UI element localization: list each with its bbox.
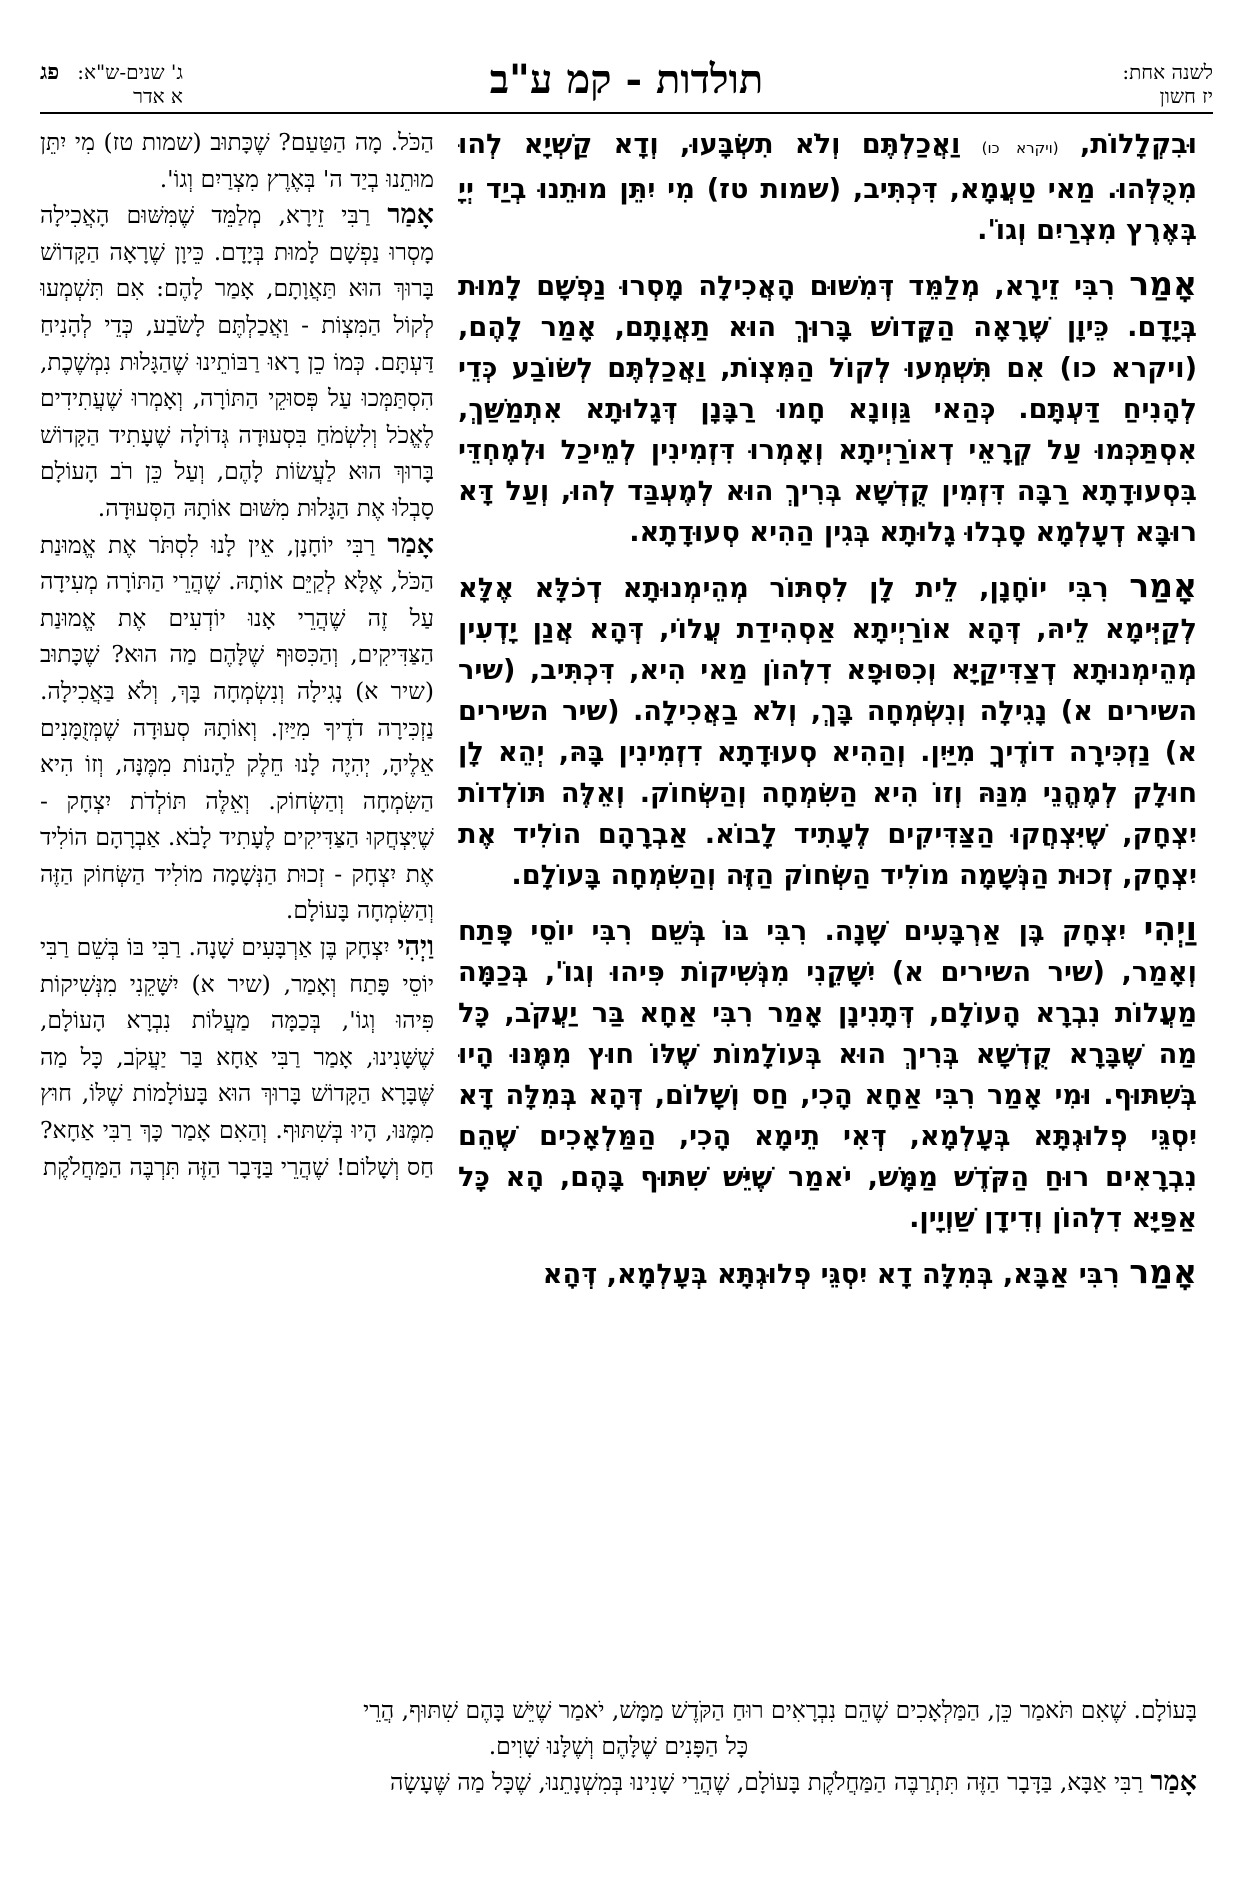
bottom-line2: כָּל הַפָּנִים שֶׁלָּהֶם וְשֶׁלָּנוּ שָׁוִים. bbox=[488, 1732, 749, 1760]
side-paragraph bbox=[40, 527, 434, 930]
bottom-lead: אָמַר bbox=[1150, 1766, 1197, 1797]
side-text: רַבִּי יוֹחָנָן, אֵין לָנוּ לִסְתֹּר אֶת אֱמוּנַת הַכֹּל, אֶלָּא לְקַיֵּם אוֹתָהּ. שֶׁהֲרֵי הַתּוֹרָה מְעִידָה עַל זֶה שֶׁהֲרֵי אָנוּ יוֹדְעִים אֶת אֱמוּנַת הַצַּדִּיקִים, וְהַכִּסּוּף שֶׁלָּהֶם מַה הוּא? שֶׁכָּתוּב (שיר א) נָגִילָה וְנִשְׂמְחָה בָּךְ, וְלֹא בַּאֲכִילָה. נַזְכִּירָה דֹדֶיךָ מִיַּיִן. וְאוֹתָהּ סְעוּדָה שֶׁמְּזֻמָּנִים אֵלֶיהָ, יְהִיֶה לָנוּ חֵלֶק לֵהָנוֹת מִמֶּנָּה, וְזוֹ הִיא הַשִּׂמְחָה וְהַשְּׂחוֹק. וְאֵלֶּה תּוֹלְדֹת יִצְחָק - שֶׁיִּצְחֲקוּ הַצַּדִּיקִים לֶעָתִיד לָבֹא. אַבְרָהָם הוֹלִיד אֶת יִצְחָק - זְכוּת הַנְּשָׁמָה מוֹלִיד הַשְּׂחוֹק הַזֶּה וְהַשִּׂמְחָה בָּעוֹלָם. bbox=[40, 530, 434, 925]
main-text: וַאֲכַלְתֶּם וְלֹא תִשְׂבָּעוּ, וְדָא קַשְׁיָא לְהוּ מִכֻּלְּהוּ. מַאי טַעֲמָא, דִּכְתִּיב, (שמות טז) מִי יִתֵּן מוּתֵנוּ בְיַד יְיָ בְּאֶרֶץ מִצְרַיִם וְגוֹ'. bbox=[458, 129, 1197, 246]
side-text: רַבִּי זֵירָא, מְלַמֵּד שֶׁמִּשּׁוּם הָאֲכִילָה מָסְרוּ נַפְשָׁם לָמוּת בְּיָדָם. כֵּיוָן שֶׁרָאָה הַקָּדוֹשׁ בָּרוּךְ הוּא תַּאֲוָתָם, אָמַר לָהֶם: אִם תִּשְׁמְעוּ לְקוֹל הַמִּצְוֹת - וַאֲכַלְתֶּם לָשֹׂבַע, כְּדֵי לְהָנִיחַ דַּעְתָּם. כְּמוֹ כֵן רָאוּ רַבּוֹתֵינוּ שֶׁהַגָּלוּת נִמְשֶׁכֶת, הִסְתַּמְּכוּ עַל פְּסוּקֵי הַתּוֹרָה, וְאָמְרוּ שֶׁעֲתִידִים לֶאֱכֹל וְלִשְׂמֹחַ בִּסְעוּדָה גְּדוֹלָה שֶׁעָתִיד הַקָּדוֹשׁ בָּרוּךְ הוּא לַעֲשׂוֹת לָהֶם, וְעַל כֵּן רֹב הָעוֹלָם סָבְלוּ אֶת הַגָּלוּת מִשּׁוּם אוֹתָהּ הַסְּעוּדָה. bbox=[40, 201, 434, 522]
side-paragraph bbox=[40, 929, 434, 1185]
header-rule bbox=[40, 112, 1213, 114]
page-title: תולדות - קמ ע"ב bbox=[489, 56, 764, 103]
main-lead: אָמַר bbox=[1129, 264, 1197, 303]
bottom-line3: רַבִּי אַבָּא, בַּדָּבָר הַזֶּה תִּתְרַבֶּה הַמַּחֲלֹקֶת בָּעוֹלָם, שֶׁהֲרֵי שָׁנִינוּ בְּמִשְׁנָתֵנוּ, שֶׁכָּל מַה שֶּׁעָשָׂה bbox=[390, 1768, 1143, 1796]
side-paragraph bbox=[40, 197, 434, 526]
main-lead: אָמַר bbox=[1129, 1252, 1197, 1291]
main-column bbox=[458, 124, 1197, 1686]
header-right-line2: יז חשון bbox=[1159, 84, 1213, 108]
header-right-line1: לשנה אחת: bbox=[1122, 60, 1213, 84]
main-ref: (ויקרא כו) bbox=[981, 139, 1059, 157]
main-paragraph bbox=[458, 124, 1197, 251]
side-lead: אָמַר bbox=[387, 528, 434, 560]
main-paragraph bbox=[458, 1251, 1197, 1295]
bottom-paragraph bbox=[40, 1764, 1197, 1800]
side-column bbox=[40, 124, 434, 1686]
bottom-text bbox=[40, 1692, 1197, 1800]
side-paragraph bbox=[40, 124, 434, 197]
bottom-line1: בָּעוֹלָם. שֶׁאִם תֹּאמַר כֵּן, הַמַּלְאָכִים שֶׁהֵם נִבְרָאִים רוּחַ הַקֹּדֶשׁ מַמָּשׁ, יֹאמַר שֶׁיֵּשׁ בָּהֶם שִׁתּוּף, הֲרֵי bbox=[363, 1696, 1197, 1724]
side-lead: וַיְהִי bbox=[397, 931, 434, 963]
side-text: יִצְחָק בֶּן אַרְבָּעִים שָׁנָה. רַבִּי בּוֹ בְּשֵׁם רַבִּי יוֹסֵי פָּתַח וְאָמַר, (שיר א) יִשָּׁקֵנִי מִנְּשִׁיקוֹת פִּיהוּ וְגוֹ', בְּכַמָּה מַעֲלוֹת נִבְרָא הָעוֹלָם, שֶׁשָּׁנִינוּ, אָמַר רַבִּי אַחָא בַּר יַעֲקֹב, כָּל מַה שֶּׁבָּרָא הַקָּדוֹשׁ בָּרוּךְ הוּא בָּעוֹלָמוֹת שֶׁלּוֹ, חוּץ מִמֶּנּוּ, הָיוּ בְּשִׁתּוּף. וְהַאִם אָמַר כָּךְ רַבִּי אַחָא? חַס וְשָׁלוֹם! שֶׁהֲרֵי בַּדָּבָר הַזֶּה תִּרְבֶּה הַמַּחֲלֹקֶת bbox=[40, 933, 434, 1181]
header-left-line2: א אדר bbox=[133, 84, 183, 108]
main-text: רִבִּי זֵירָא, מְלַמֵּד דְּמִשּׁוּם הָאֲכִילָה מָסְרוּ נַפְשָׁם לָמוּת בְּיָדָם. כֵּיוָן שֶׁרָאָה הַקָּדוֹשׁ בָּרוּךְ הוּא תַאֲוָתָם, אָמַר לָהֶם, (ויקרא כו) אִם תִּשְׁמְעוּ לְקוֹל הַמִּצְוֹת, וַאֲכַלְתֶּם לְשׂוֹבַע כְּדֵי לְהָנִיחַ דַּעְתָּם. כְּהַאי גַּוְונָא חָמוּ רַבָּנָן דְּגָלוּתָא אִתְמַשַּׁךְ, אִסְתַּכְּמוּ עַל קְרָאֵי דְאוֹרַיְיתָא וְאָמְרוּ דִּזְמִינִין לְמֵיכַל וּלְמֶחְדֵּי בִּסְעוּדָתָא רַבָּה דִּזְמִין קֻדְשָׁא בְּרִיךְ הוּא לְמֶעְבַּד לְהוּ, וְעַל דָּא רוּבָּא דְעָלְמָא סָבְלוּ גָלוּתָא בְּגִין הַהִיא סְעוּדָתָא. bbox=[458, 271, 1197, 548]
main-pre: וּבִקְלָלוֹת, bbox=[1079, 129, 1197, 160]
side-lead: אָמַר bbox=[387, 199, 434, 231]
main-lead: וַיְהִי bbox=[1143, 909, 1197, 948]
main-paragraph bbox=[458, 263, 1197, 553]
page-number: פג bbox=[40, 59, 60, 85]
header-left bbox=[40, 60, 183, 108]
header-left-line1: ג' שנים-ש"א: bbox=[77, 60, 183, 84]
page-header bbox=[40, 58, 1213, 106]
main-text: רִבִּי יוֹחָנָן, לֵית לָן לִסְתּוֹר מְהֵימְנוּתָא דְכֹלָּא אֶלָּא לְקַיְּימָא לֵיהּ, דְּהָא אוֹרַיְיתָא אַסְהִידַת עֲלוֹי, דְּהָא אֲנַן יָדְעִין מְהֵימְנוּתָא דְצַדִּיקַיָּא וְכִסּוּפָא דִלְהוֹן מַאי הִיא, דִּכְתִּיב, (שיר השירים א) נָגִילָה וְנִשְׂמְחָה בָּךְ, וְלֹא בַאֲכִילָה. (שיר השירים א) נַזְכִּירָה דוֹדֶיךָ מִיַּיִן. וְהַהִיא סְעוּדָתָא דִזְמִינִין בָּהּ, יְהֵא לָן חוּלָק לְמֶהֱנֵי מִנַּהּ וְזוֹ הִיא הַשִּׂמְחָה וְהַשְּׂחוֹק. וְאֵלֶּה תּוֹלְדוֹת יִצְחָק, שֶׁיִּצְחֲקוּ הַצַּדִּיקִים לֶעָתִיד לָבוֹא. אַבְרָהָם הוֹלִיד אֶת יִצְחָק, זְכוּת הַנְּשָׁמָה מוֹלִיד הַשְּׂחוֹק הַזֶּה וְהַשִּׂמְחָה בָּעוֹלָם. bbox=[458, 573, 1197, 891]
side-text: הַכֹּל. מָה הַטַּעַם? שֶׁכָּתוּב (שמות טז) מִי יִתֵּן מוּתֵנוּ בְיַד ה' בְּאֶרֶץ מִצְרַיִם וְגוֹ'. bbox=[40, 128, 434, 193]
main-paragraph bbox=[458, 908, 1197, 1239]
main-text: רִבִּי אַבָּא, בְּמִלָּה דָא יִסְגֵּי פְלוּגְתָּא בְּעָלְמָא, דְּהָא bbox=[542, 1259, 1120, 1290]
main-text: יִצְחָק בֶּן אַרְבָּעִים שָׁנָה. רִבִּי בּוֹ בְּשֵׁם רִבִּי יוֹסֵי פָּתַח וְאָמַר, (שיר השירים א) יִשָּׁקֵנִי מִנְּשִׁיקוֹת פִּיהוּ וְגוֹ', בְּכַמָּה מַעֲלוֹת נִבְרָא הָעוֹלָם, דְּתָנִינָן אָמַר רִבִּי אַחָא בַּר יַעֲקֹב, כָּל מַה שֶּׁבָּרָא קֻדְשָׁא בְּרִיךְ הוּא בְּעוֹלָמוֹת שֶׁלּוֹ חוּץ מִמֶּנּוּ הָיוּ בְּשִׁתּוּף. וּמִי אָמַר רִבִּי אַחָא הָכִי, חַס וְשָׁלוֹם, דְּהָא בְּמִלָּה דָּא יִסְגֵּי פְלוּגְתָּא בְּעָלְמָא, דְּאִי תֵימָא הָכִי, הַמַּלְאָכִים שֶׁהֵם נִבְרָאִים רוּחַ הַקֹּדֶשׁ מַמָּשׁ, יֹאמַר שֶׁיֵּשׁ שִׁתּוּף בָּהֶם, הָא כָּל אַפַּיָּא דִלְהוֹן וְדִידָן שַׁוְיָין. bbox=[458, 916, 1197, 1234]
main-paragraph bbox=[458, 565, 1197, 896]
main-lead: אָמַר bbox=[1129, 566, 1197, 605]
